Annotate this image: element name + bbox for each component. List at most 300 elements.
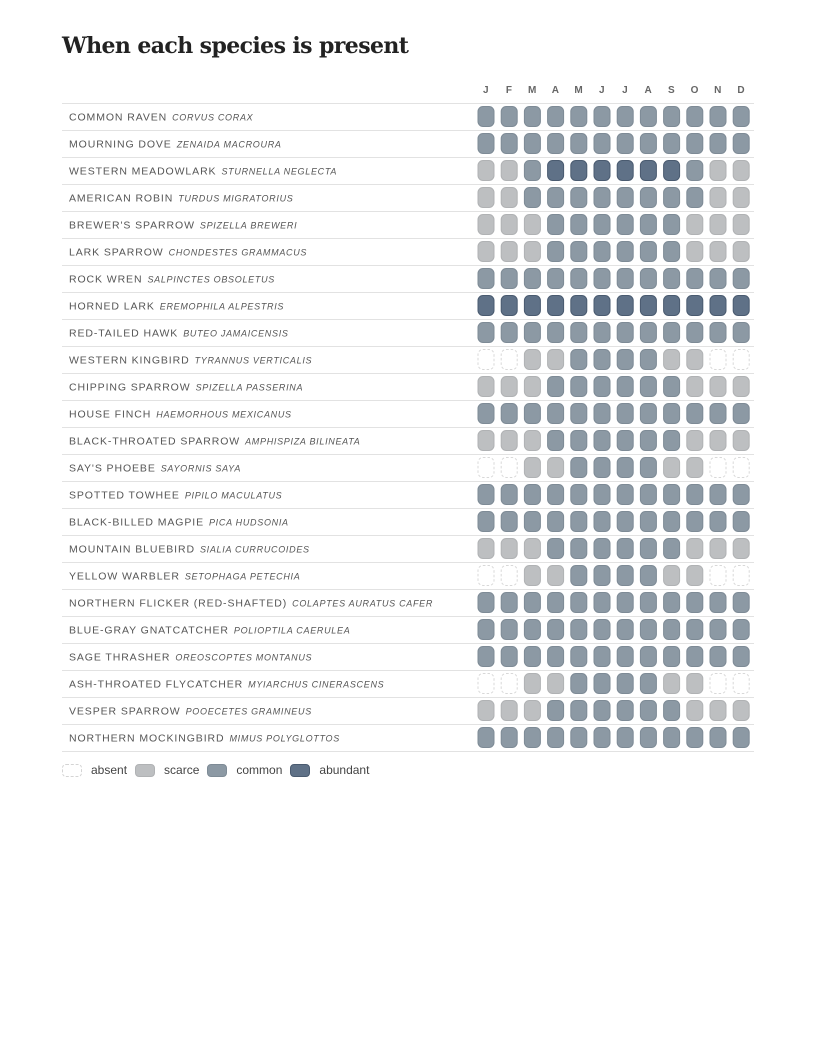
month-label-11: D	[737, 85, 746, 96]
presence-cell-common	[524, 107, 540, 127]
species-scientific-name: PICA HUDSONIA	[208, 517, 289, 528]
presence-cell-common	[548, 404, 564, 424]
presence-cell-common	[594, 188, 610, 208]
species-common-name: HORNED LARK	[69, 300, 155, 313]
species-common-name: BLUE-GRAY GNATCATCHER	[69, 624, 229, 637]
presence-cell-common	[594, 593, 610, 613]
presence-cell-abundant	[664, 296, 680, 316]
presence-cell-common	[640, 350, 656, 370]
presence-cell-common	[594, 242, 610, 262]
presence-cell-common	[664, 728, 680, 748]
presence-cell-scarce	[524, 242, 540, 262]
species-common-name: BLACK-BILLED MAGPIE	[69, 516, 204, 529]
month-label-6: J	[622, 85, 629, 96]
presence-cell-common	[571, 188, 587, 208]
species-scientific-name: SAYORNIS SAYA	[160, 463, 242, 474]
presence-cell-common	[640, 404, 656, 424]
presence-cell-common	[594, 107, 610, 127]
legend-item-common	[207, 763, 282, 777]
presence-cell-common	[687, 269, 703, 289]
presence-cell-common	[501, 728, 517, 748]
presence-cell-common	[733, 485, 749, 505]
presence-cell-common	[571, 350, 587, 370]
species-scientific-name: TYRANNUS VERTICALIS	[194, 355, 313, 366]
presence-cell-common	[548, 242, 564, 262]
presence-cell-scarce	[710, 377, 726, 397]
presence-cell-abundant	[478, 296, 494, 316]
presence-cell-common	[687, 512, 703, 532]
presence-cell-common	[548, 188, 564, 208]
species-common-name: MOURNING DOVE	[69, 138, 172, 151]
species-label	[69, 463, 241, 475]
presence-cell-absent	[501, 566, 517, 586]
species-common-name: NORTHERN FLICKER (RED-SHAFTED)	[69, 597, 288, 610]
presence-cell-common	[594, 566, 610, 586]
presence-cell-common	[501, 485, 517, 505]
presence-cell-common	[571, 593, 587, 613]
legend-label-common: common	[236, 763, 283, 777]
presence-cell-common	[710, 728, 726, 748]
presence-cell-common	[571, 512, 587, 532]
presence-cell-common	[571, 431, 587, 451]
legend-label-absent: absent	[91, 763, 128, 777]
presence-cell-common	[594, 539, 610, 559]
presence-cell-common	[687, 188, 703, 208]
presence-cell-scarce	[524, 458, 540, 478]
presence-cell-common	[571, 458, 587, 478]
presence-cell-absent	[733, 350, 749, 370]
presence-cell-absent	[501, 674, 517, 694]
presence-cell-common	[594, 458, 610, 478]
presence-cell-common	[733, 107, 749, 127]
presence-cell-common	[617, 134, 633, 154]
presence-cell-scarce	[733, 377, 749, 397]
species-label	[69, 436, 360, 448]
presence-cell-common	[640, 647, 656, 667]
presence-cell-scarce	[664, 674, 680, 694]
presence-cell-absent	[501, 458, 517, 478]
presence-cell-common	[733, 728, 749, 748]
presence-cell-common	[571, 215, 587, 235]
presence-cell-common	[664, 404, 680, 424]
presence-cell-abundant	[733, 296, 749, 316]
species-label	[69, 139, 282, 151]
presence-cell-common	[664, 512, 680, 532]
presence-cell-common	[687, 107, 703, 127]
presence-cell-abundant	[664, 161, 680, 181]
presence-cell-absent	[478, 674, 494, 694]
presence-cell-common	[664, 134, 680, 154]
presence-cell-common	[571, 377, 587, 397]
presence-cell-common	[733, 620, 749, 640]
presence-cell-common	[594, 350, 610, 370]
presence-cell-common	[524, 620, 540, 640]
species-scientific-name: EREMOPHILA ALPESTRIS	[159, 301, 285, 312]
month-label-9: O	[690, 85, 699, 96]
presence-cell-common	[594, 404, 610, 424]
presence-cell-common	[617, 188, 633, 208]
species-label	[69, 409, 292, 421]
presence-cell-common	[594, 620, 610, 640]
legend-swatch-scarce	[135, 764, 155, 777]
presence-cell-scarce	[478, 188, 494, 208]
species-scientific-name: SALPINCTES OBSOLETUS	[147, 274, 275, 285]
presence-cell-common	[733, 593, 749, 613]
month-label-5: J	[598, 85, 606, 96]
legend-item-abundant	[290, 763, 369, 777]
presence-cell-common	[617, 674, 633, 694]
species-scientific-name: SPIZELLA PASSERINA	[195, 382, 304, 393]
presence-cell-common	[617, 377, 633, 397]
species-common-name: WESTERN MEADOWLARK	[69, 165, 217, 178]
presence-cell-common	[548, 647, 564, 667]
presence-cell-scarce	[687, 242, 703, 262]
presence-cell-common	[501, 134, 517, 154]
species-common-name: CHIPPING SPARROW	[69, 381, 191, 394]
presence-cell-common	[640, 134, 656, 154]
species-common-name: NORTHERN MOCKINGBIRD	[69, 732, 225, 745]
presence-cell-absent	[710, 350, 726, 370]
species-common-name: VESPER SPARROW	[69, 705, 181, 718]
presence-cell-scarce	[733, 188, 749, 208]
presence-cell-common	[733, 269, 749, 289]
presence-cell-common	[664, 215, 680, 235]
presence-cell-common	[687, 134, 703, 154]
month-label-8: S	[668, 85, 676, 96]
presence-cell-common	[524, 485, 540, 505]
presence-cell-common	[687, 593, 703, 613]
presence-cell-common	[640, 107, 656, 127]
presence-cell-common	[664, 242, 680, 262]
presence-cell-common	[710, 512, 726, 532]
presence-cell-common	[548, 485, 564, 505]
legend	[62, 763, 377, 777]
presence-cell-scarce	[524, 539, 540, 559]
month-label-2: M	[527, 85, 537, 96]
presence-cell-common	[733, 512, 749, 532]
presence-cell-abundant	[640, 161, 656, 181]
species-label	[69, 166, 337, 178]
month-label-3: A	[551, 85, 560, 96]
species-scientific-name: MYIARCHUS CINERASCENS	[248, 679, 385, 690]
presence-cell-abundant	[594, 296, 610, 316]
presence-cell-common	[548, 107, 564, 127]
presence-cell-scarce	[501, 242, 517, 262]
presence-cell-common	[501, 404, 517, 424]
legend-swatch-common	[207, 764, 227, 777]
presence-cell-common	[548, 377, 564, 397]
presence-cell-common	[664, 107, 680, 127]
presence-cell-common	[548, 134, 564, 154]
presence-cell-scarce	[733, 701, 749, 721]
presence-cell-common	[664, 620, 680, 640]
legend-label-scarce: scarce	[164, 763, 200, 777]
presence-cell-common	[664, 377, 680, 397]
species-common-name: AMERICAN ROBIN	[69, 192, 174, 205]
presence-cell-scarce	[501, 188, 517, 208]
presence-cell-scarce	[687, 377, 703, 397]
species-common-name: RED-TAILED HAWK	[69, 327, 179, 340]
presence-cell-common	[571, 242, 587, 262]
presence-cell-common	[594, 485, 610, 505]
species-label	[69, 247, 307, 259]
presence-cell-scarce	[733, 431, 749, 451]
presence-cell-common	[640, 431, 656, 451]
presence-cell-abundant	[640, 296, 656, 316]
presence-cell-scarce	[687, 701, 703, 721]
presence-cell-common	[617, 323, 633, 343]
presence-cell-common	[640, 593, 656, 613]
species-common-name: MOUNTAIN BLUEBIRD	[69, 543, 195, 556]
presence-cell-common	[571, 107, 587, 127]
presence-cell-common	[640, 620, 656, 640]
presence-cell-common	[571, 674, 587, 694]
presence-cell-scarce	[687, 431, 703, 451]
species-label	[69, 220, 297, 232]
presence-cell-absent	[733, 674, 749, 694]
presence-cell-common	[617, 512, 633, 532]
presence-cell-common	[501, 512, 517, 532]
presence-cell-common	[733, 323, 749, 343]
presence-cell-common	[594, 512, 610, 532]
presence-cell-common	[478, 269, 494, 289]
presence-cell-common	[640, 728, 656, 748]
presence-cell-common	[524, 161, 540, 181]
presence-cell-abundant	[687, 296, 703, 316]
presence-cell-common	[571, 134, 587, 154]
presence-cell-scarce	[478, 161, 494, 181]
species-scientific-name: HAEMORHOUS MEXICANUS	[156, 409, 292, 420]
presence-cell-common	[617, 404, 633, 424]
presence-cell-common	[617, 269, 633, 289]
presence-cell-common	[594, 674, 610, 694]
species-scientific-name: AMPHISPIZA BILINEATA	[245, 436, 361, 447]
presence-cell-absent	[710, 566, 726, 586]
species-scientific-name: SIALIA CURRUCOIDES	[199, 544, 310, 555]
presence-cell-common	[687, 620, 703, 640]
presence-cell-common	[617, 539, 633, 559]
presence-cell-common	[617, 458, 633, 478]
presence-cell-common	[617, 107, 633, 127]
presence-cell-common	[524, 188, 540, 208]
presence-cell-common	[710, 620, 726, 640]
presence-cell-common	[478, 512, 494, 532]
species-scientific-name: POLIOPTILA CAERULEA	[233, 625, 351, 636]
presence-cell-scarce	[710, 242, 726, 262]
presence-cell-common	[687, 728, 703, 748]
presence-cell-common	[664, 485, 680, 505]
presence-cell-common	[640, 566, 656, 586]
species-common-name: HOUSE FINCH	[69, 408, 152, 421]
presence-cell-scarce	[664, 350, 680, 370]
presence-cell-common	[710, 107, 726, 127]
species-common-name: LARK SPARROW	[69, 246, 164, 259]
presence-cell-common	[524, 647, 540, 667]
presence-cell-common	[571, 728, 587, 748]
presence-cell-common	[640, 485, 656, 505]
species-label	[69, 355, 312, 367]
species-scientific-name: TURDUS MIGRATORIUS	[178, 193, 294, 204]
presence-cell-scarce	[733, 539, 749, 559]
presence-cell-common	[524, 269, 540, 289]
presence-cell-common	[478, 647, 494, 667]
species-scientific-name: BUTEO JAMAICENSIS	[183, 328, 289, 339]
presence-cell-common	[617, 242, 633, 262]
presence-cell-common	[687, 323, 703, 343]
species-label	[69, 301, 284, 313]
presence-cell-common	[594, 431, 610, 451]
presence-cell-common	[548, 620, 564, 640]
species-label	[69, 544, 310, 556]
presence-cell-scarce	[501, 377, 517, 397]
presence-cell-scarce	[664, 566, 680, 586]
presence-cell-scarce	[710, 701, 726, 721]
month-label-0: J	[482, 85, 490, 96]
presence-cell-common	[617, 593, 633, 613]
presence-cell-common	[664, 431, 680, 451]
species-scientific-name: OREOSCOPTES MONTANUS	[175, 652, 313, 663]
presence-cell-common	[594, 269, 610, 289]
presence-cell-common	[594, 728, 610, 748]
presence-cell-scarce	[548, 674, 564, 694]
presence-cell-common	[664, 323, 680, 343]
legend-item-absent	[62, 763, 127, 777]
presence-cell-common	[571, 539, 587, 559]
presence-cell-common	[664, 593, 680, 613]
presence-cell-common	[548, 215, 564, 235]
presence-cell-scarce	[664, 458, 680, 478]
presence-cell-common	[687, 647, 703, 667]
presence-cell-scarce	[501, 161, 517, 181]
presence-cell-scarce	[687, 458, 703, 478]
presence-cell-scarce	[733, 215, 749, 235]
presence-cell-common	[640, 512, 656, 532]
species-label	[69, 193, 293, 205]
presence-cell-common	[617, 431, 633, 451]
presence-cell-common	[617, 701, 633, 721]
presence-cell-absent	[733, 566, 749, 586]
presence-cell-scarce	[548, 566, 564, 586]
species-common-name: BREWER'S SPARROW	[69, 219, 195, 232]
presence-cell-common	[640, 674, 656, 694]
presence-cell-common	[571, 566, 587, 586]
presence-cell-abundant	[571, 161, 587, 181]
legend-item-scarce	[135, 763, 199, 777]
presence-cell-common	[640, 215, 656, 235]
legend-swatch-absent	[62, 764, 82, 777]
presence-cell-common	[664, 269, 680, 289]
presence-cell-scarce	[733, 161, 749, 181]
presence-cell-common	[664, 647, 680, 667]
presence-cell-absent	[733, 458, 749, 478]
legend-label-abundant: abundant	[319, 763, 370, 777]
species-scientific-name: SPIZELLA BREWERI	[199, 220, 298, 231]
presence-cell-common	[594, 701, 610, 721]
presence-cell-common	[640, 458, 656, 478]
presence-cell-common	[524, 323, 540, 343]
presence-cell-scarce	[710, 215, 726, 235]
presence-cell-scarce	[687, 350, 703, 370]
species-label	[69, 517, 289, 529]
species-label	[69, 274, 275, 286]
species-common-name: COMMON RAVEN	[69, 111, 168, 124]
presence-cell-common	[617, 485, 633, 505]
presence-cell-scarce	[687, 674, 703, 694]
presence-cell-common	[548, 539, 564, 559]
presence-cell-scarce	[687, 539, 703, 559]
presence-cell-scarce	[478, 701, 494, 721]
presence-cell-common	[548, 593, 564, 613]
presence-cell-abundant	[548, 296, 564, 316]
presence-cell-common	[594, 134, 610, 154]
presence-cell-common	[664, 701, 680, 721]
presence-cell-common	[548, 728, 564, 748]
presence-cell-common	[710, 269, 726, 289]
presence-cell-common	[501, 269, 517, 289]
presence-cell-absent	[710, 674, 726, 694]
presence-cell-abundant	[617, 161, 633, 181]
presence-cell-scarce	[501, 539, 517, 559]
presence-cell-scarce	[548, 350, 564, 370]
species-common-name: BLACK-THROATED SPARROW	[69, 435, 241, 448]
presence-cell-common	[640, 269, 656, 289]
species-label	[69, 112, 254, 124]
presence-cell-common	[548, 512, 564, 532]
presence-cell-common	[617, 350, 633, 370]
presence-cell-absent	[478, 350, 494, 370]
presence-cell-scarce	[478, 377, 494, 397]
species-common-name: SPOTTED TOWHEE	[69, 489, 180, 502]
species-common-name: SAY'S PHOEBE	[69, 462, 156, 475]
presence-cell-scarce	[524, 215, 540, 235]
presence-cell-common	[571, 404, 587, 424]
presence-cell-common	[478, 404, 494, 424]
presence-cell-common	[640, 377, 656, 397]
species-common-name: ROCK WREN	[69, 273, 143, 286]
species-label	[69, 652, 312, 664]
presence-cell-common	[733, 134, 749, 154]
presence-cell-common	[571, 323, 587, 343]
presence-cell-common	[617, 728, 633, 748]
presence-cell-scarce	[478, 431, 494, 451]
presence-cell-scarce	[524, 566, 540, 586]
presence-cell-common	[640, 188, 656, 208]
month-label-1: F	[505, 85, 513, 96]
presence-cell-common	[640, 539, 656, 559]
presence-cell-common	[524, 134, 540, 154]
species-common-name: WESTERN KINGBIRD	[69, 354, 190, 367]
species-label	[69, 382, 303, 394]
presence-cell-common	[687, 404, 703, 424]
presence-cell-absent	[478, 458, 494, 478]
species-label	[69, 328, 289, 340]
presence-cell-scarce	[524, 674, 540, 694]
species-label	[69, 598, 433, 610]
presence-cell-common	[478, 134, 494, 154]
presence-cell-absent	[478, 566, 494, 586]
presence-cell-common	[571, 647, 587, 667]
presence-cell-common	[640, 323, 656, 343]
presence-cell-common	[524, 728, 540, 748]
presence-cell-common	[524, 404, 540, 424]
presence-cell-scarce	[524, 431, 540, 451]
presence-cell-common	[478, 323, 494, 343]
presence-cell-absent	[710, 458, 726, 478]
presence-cell-scarce	[710, 431, 726, 451]
presence-cell-scarce	[710, 539, 726, 559]
presence-cell-scarce	[524, 701, 540, 721]
species-label	[69, 733, 340, 745]
